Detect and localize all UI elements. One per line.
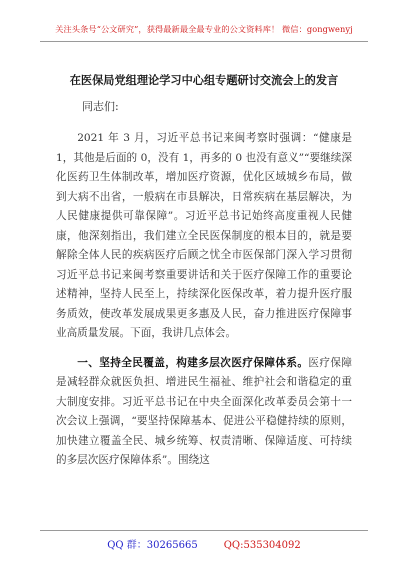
footer-qq-contact: QQ:535304092 — [223, 540, 301, 551]
greeting: 同志们: — [82, 100, 119, 113]
document-title: 在医保局党组理论学习中心组专题研讨交流会上的发言 — [69, 73, 339, 87]
footer-divider — [40, 530, 368, 531]
document-body — [56, 129, 352, 471]
paragraph-section-one — [56, 354, 352, 471]
header-divider — [40, 41, 368, 42]
paragraph-intro: 2021 年 3 月，习近平总书记来闽考察时强调：“健康是 1，其他是后面的 0，没有 1，再多的 0 也没有意义”“要继续深化医药卫生体制改革，增加医疗资源，优化区域城乡布局，做到大病不出省，一般病在市县解决，日常疾病在基层解决，为人民健康提供可靠保障”。习近平总书记始终高度重视人民健康，他深刻指出，我们建立全民医保制度的根本目的，就是要解除全体人民的疾病医疗后顾之忧全市医保部门深入学习贯彻习近平总书记来闽考察重要讲话和关于医疗保障工作的重要论述精神，坚持人民至上，持续深化医保改革，着力提升医疗服务质效，使改革发展成果更多惠及人民，奋力推进医疗保障事业高质量发展。下面，我讲几点体会。 — [56, 132, 352, 339]
footer-qq-group: QQ 群：30265665 — [107, 540, 198, 551]
footer — [0, 536, 408, 551]
section-one-text: 医疗保障是减轻群众就医负担、增进民生福祉、维护社会和谐稳定的重大制度安排。习近平总书记在中央全面深化改革委员会第十一次会议上强调，“要坚持保障基本、促进公平稳健持续的原则，加快建立覆盖全民、城乡统筹、权责清晰、保障适度、可持续的多层次医疗保障体系”。围绕这 — [56, 356, 353, 466]
header-banner: 关注头条号“公文研究”，获得最新最全最专业的公文资料库！ 微信：gongwenyj — [55, 24, 353, 34]
section-one-heading: 一、坚持全民覆盖，构建多层次医疗保障体系。 — [77, 356, 309, 369]
